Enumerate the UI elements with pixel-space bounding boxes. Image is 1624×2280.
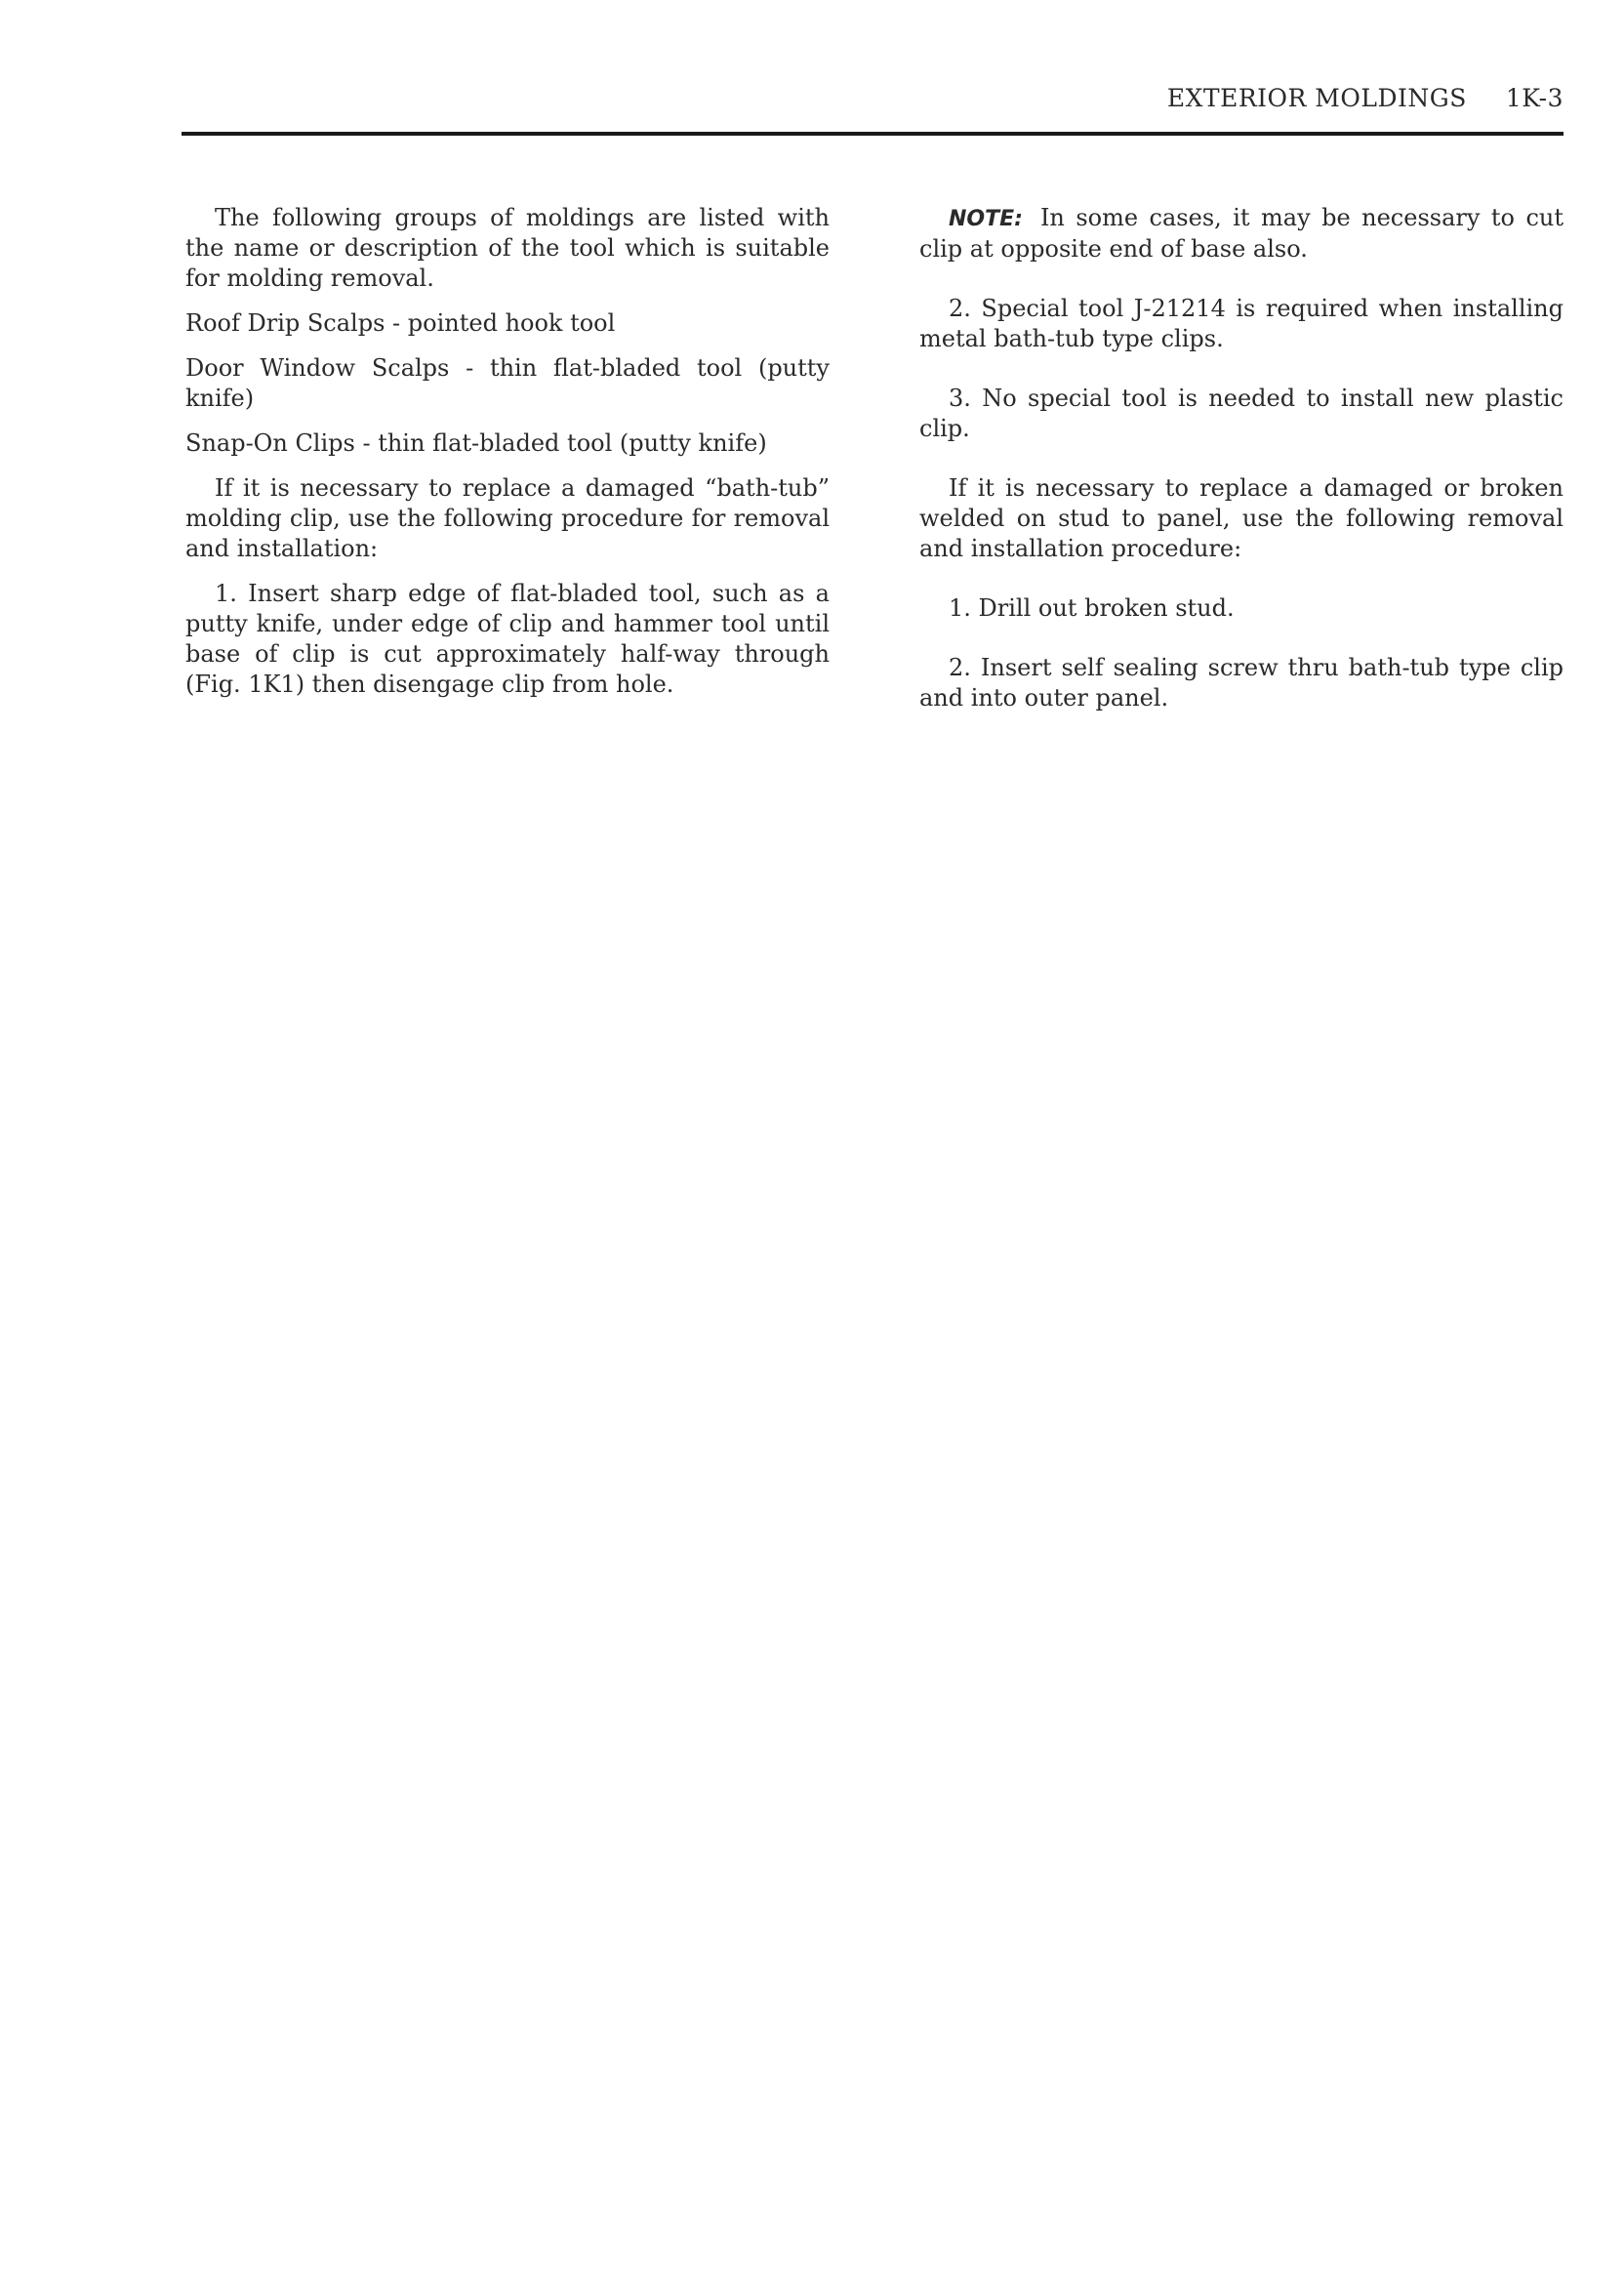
stud-step-1: 1. Drill out broken stud. [949,594,1235,622]
header-rule [182,132,1563,136]
note-label: NOTE: [949,207,1023,231]
left-column [185,203,830,714]
stud-step-2: 2. Insert self sealing screw thru bath-tub type clip and into outer panel. [919,654,1563,712]
note-text: In some cases, it may be necessary to cut clip at opposite end of base also. [919,204,1563,263]
section-title: EXTERIOR MOLDINGS [1166,84,1467,112]
intro-paragraph: The following groups of moldings are listed with the name or description of the tool which is suitable for molding removal. [185,204,830,292]
page-header [182,78,1563,146]
bathtub-clip-paragraph: If it is necessary to replace a damaged “bath-tub” molding clip, use the following procedure for removal and installation: [185,474,830,562]
running-head [1167,84,1563,112]
molding-item-door-window: Door Window Scalps - thin flat-bladed tool (putty knife) [185,354,830,412]
right-column [919,203,1563,743]
step-2-paragraph: 2. Special tool J-21214 is required when installing metal bath-tub type clips. [919,295,1563,352]
note-paragraph [919,203,1563,265]
step-3-paragraph: 3. No special tool is needed to install new plastic clip. [919,385,1563,442]
step-1-paragraph: 1. Insert sharp edge of flat-bladed tool, such as a putty knife, under edge of clip and hammer tool until base of clip is cut approximately half-way through (Fig. 1K1) then disengage clip from hole. [185,580,830,698]
molding-item-snap-on: Snap-On Clips - thin flat-bladed tool (putty knife) [185,429,767,457]
molding-item-roof-drip: Roof Drip Scalps - pointed hook tool [185,309,616,337]
stud-paragraph: If it is necessary to replace a damaged or broken welded on stud to panel, use the following removal and installation procedure: [919,474,1563,562]
page-number: 1K-3 [1505,84,1563,112]
